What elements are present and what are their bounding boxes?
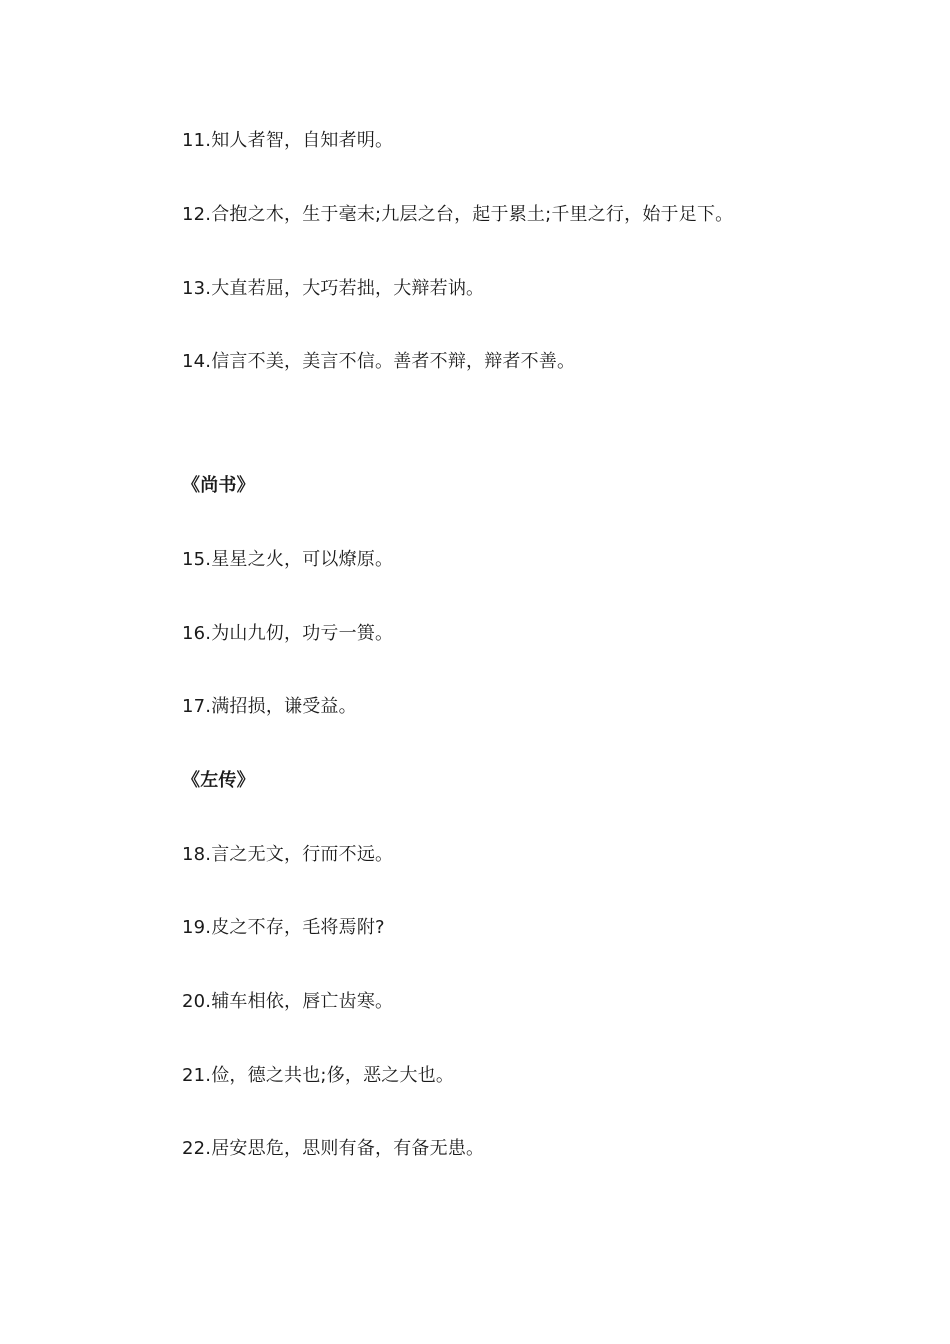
- section-heading-zuozhuan: 《左传》: [182, 770, 255, 791]
- quote-line-11: 11.知人者智，自知者明。: [182, 130, 394, 151]
- quote-line-18: 18.言之无文，行而不远。: [182, 844, 394, 865]
- quote-line-14: 14.信言不美，美言不信。善者不辩，辩者不善。: [182, 351, 576, 372]
- quote-line-13: 13.大直若屈，大巧若拙，大辩若讷。: [182, 278, 485, 299]
- section-heading-shangshu: 《尚书》: [182, 475, 255, 496]
- quote-line-21: 21.俭，德之共也;侈，恶之大也。: [182, 1065, 455, 1086]
- quote-line-16: 16.为山九仞，功亏一篑。: [182, 623, 394, 644]
- quote-line-17: 17.满招损，谦受益。: [182, 696, 357, 717]
- quote-line-15: 15.星星之火，可以燎原。: [182, 549, 394, 570]
- quote-line-20: 20.辅车相依，唇亡齿寒。: [182, 991, 394, 1012]
- quote-line-22: 22.居安思危，思则有备，有备无患。: [182, 1138, 485, 1159]
- quote-line-12: 12.合抱之木，生于毫末;九层之台，起于累土;千里之行，始于足下。: [182, 204, 734, 225]
- quote-line-19: 19.皮之不存，毛将焉附?: [182, 917, 385, 938]
